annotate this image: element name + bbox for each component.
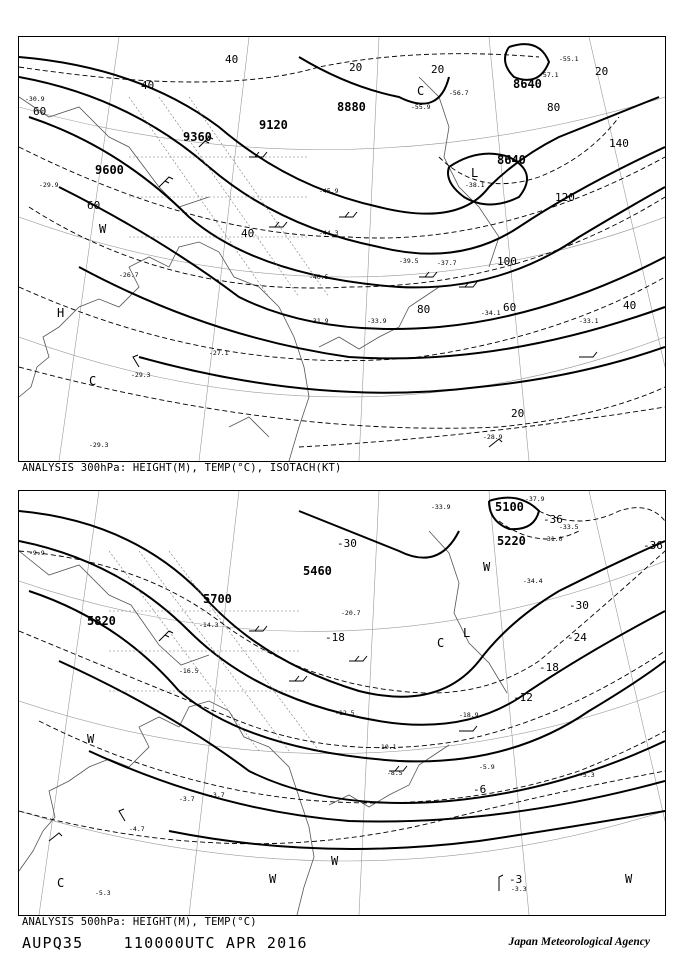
- wind-barbs: [49, 626, 503, 891]
- temp-obs: -55.1: [559, 55, 579, 63]
- cold-center: C: [89, 374, 97, 388]
- isotherm-label: -6: [473, 783, 487, 796]
- cold-center: C: [437, 636, 445, 650]
- temp-obs: -28.9: [483, 433, 503, 441]
- obs-value: -20.7: [341, 609, 361, 617]
- chart-300hpa-map: [19, 37, 665, 461]
- isotherm-label: -36: [543, 513, 563, 526]
- isotach-label: 60: [503, 301, 517, 314]
- temp-obs: -55.9: [411, 103, 431, 111]
- obs-value: -34.4: [523, 577, 543, 585]
- caption-300hpa: ANALYSIS 300hPa: HEIGHT(M), TEMP(°C), ISOTACH(KT): [22, 462, 342, 474]
- temp-obs: -29.3: [131, 371, 151, 379]
- isotherm-label: -30: [569, 599, 589, 612]
- low-pressure-center: L: [471, 166, 479, 180]
- obs-value: -5.9: [479, 763, 495, 771]
- isotach-label: 140: [609, 137, 629, 150]
- temp-obs: -45.9: [319, 187, 339, 195]
- wind-marker: W: [99, 222, 107, 236]
- chart-300hpa: [18, 36, 666, 462]
- isotach-label: 40: [141, 79, 155, 92]
- isotherm-label: -24: [567, 631, 587, 644]
- obs-value: -8.5: [387, 769, 403, 777]
- height-label: 9120: [259, 118, 288, 132]
- isotach-label: 40: [241, 227, 255, 240]
- isotach-label: 80: [417, 303, 431, 316]
- isotherm-label: -30: [337, 537, 357, 550]
- temp-obs: -56.7: [449, 89, 469, 97]
- high-pressure-center: H: [57, 306, 65, 320]
- isotherm-label: -3: [509, 873, 523, 886]
- obs-value: -4.7: [129, 825, 145, 833]
- wind-marker: W: [331, 854, 339, 868]
- height-label: 8640: [513, 77, 542, 91]
- obs-value: -5.3: [95, 889, 111, 897]
- isotach-label: 100: [497, 255, 517, 268]
- height-label: 5700: [203, 592, 232, 606]
- cold-center: C: [417, 84, 425, 98]
- coastline: [19, 77, 499, 461]
- temp-obs: -26.7: [119, 271, 139, 279]
- temp-obs: -37.7: [437, 259, 457, 267]
- temp-obs: -33.1: [579, 317, 599, 325]
- isotherm-label: -18: [325, 631, 345, 644]
- isotach-label: 40: [225, 53, 239, 66]
- low-pressure-center: L: [463, 626, 471, 640]
- isotach-label: 20: [431, 63, 445, 76]
- obs-value: -3.3: [511, 885, 527, 893]
- obs-value: -12.5: [335, 709, 355, 717]
- isotach-label: 20: [349, 61, 363, 74]
- isotherm-label: -18: [539, 661, 559, 674]
- height-label: 5100: [495, 500, 524, 514]
- height-label: 5220: [497, 534, 526, 548]
- obs-value: -16.5: [179, 667, 199, 675]
- height-label: 8640: [497, 153, 526, 167]
- caption-500hpa: ANALYSIS 500hPa: HEIGHT(M), TEMP(°C): [22, 916, 257, 928]
- isotach-label: 120: [555, 191, 575, 204]
- height-label-group: [87, 500, 526, 628]
- height-label: 9600: [95, 163, 124, 177]
- temp-obs: -57.1: [539, 71, 559, 79]
- chart-500hpa-map: [19, 491, 665, 915]
- temp-obs: -29.9: [39, 181, 59, 189]
- temp-obs: -30.9: [25, 95, 45, 103]
- obs-value: -14.3: [199, 621, 219, 629]
- isotherm-label: -12: [513, 691, 533, 704]
- obs-value: -5.3: [579, 771, 595, 779]
- isotach-label: 80: [547, 101, 561, 114]
- obs-value: -10.1: [377, 743, 397, 751]
- valid-time: 110000UTC APR 2016: [123, 934, 308, 952]
- chart-500hpa: [18, 490, 666, 916]
- temp-obs: -27.1: [209, 349, 229, 357]
- temp-obs: -44.3: [319, 229, 339, 237]
- obs-value: -3.7: [179, 795, 195, 803]
- agency-credit: Japan Meteorological Agency: [508, 936, 650, 948]
- grid-lines: [19, 491, 665, 915]
- station-hatching: [129, 97, 329, 297]
- cold-center: C: [57, 876, 65, 890]
- isotach-label: 60: [87, 199, 101, 212]
- isotherm-label-group: [325, 513, 663, 886]
- isotach-label: 20: [595, 65, 609, 78]
- wind-marker: W: [483, 560, 491, 574]
- temp-obs: -31.9: [309, 317, 329, 325]
- isotach-label: 20: [511, 407, 525, 420]
- obs-value: -33.9: [431, 503, 451, 511]
- temp-obs: -34.1: [481, 309, 501, 317]
- height-label: 5460: [303, 564, 332, 578]
- temp-obs: -33.9: [367, 317, 387, 325]
- isotach-label: 60: [33, 105, 47, 118]
- obs-value: -33.5: [559, 523, 579, 531]
- height-label: 8880: [337, 100, 366, 114]
- height-contours: [19, 44, 665, 393]
- wind-marker: W: [625, 872, 633, 886]
- obs-value: -18.9: [459, 711, 479, 719]
- temp-obs: -39.5: [399, 257, 419, 265]
- wind-barbs: [133, 137, 597, 447]
- wind-marker: W: [87, 732, 95, 746]
- chart-identifier: [22, 934, 338, 952]
- isotherm-label: -36: [643, 539, 663, 552]
- station-hatching: [109, 551, 319, 751]
- temp-obs: -40.5: [309, 273, 329, 281]
- temp-obs: -38.1: [465, 181, 485, 189]
- obs-value: -9.9: [29, 549, 45, 557]
- obs-value: -3.7: [209, 791, 225, 799]
- wind-marker: W: [269, 872, 277, 886]
- isotach-label: 40: [623, 299, 637, 312]
- height-label: 5820: [87, 614, 116, 628]
- temp-obs: -29.3: [89, 441, 109, 449]
- obs-value: -31.0: [543, 535, 563, 543]
- obs-value: -37.9: [525, 495, 545, 503]
- height-label: 9360: [183, 130, 212, 144]
- chart-code: AUPQ35: [22, 934, 84, 952]
- isotherm-lines: [19, 508, 665, 844]
- height-contours: [19, 498, 665, 849]
